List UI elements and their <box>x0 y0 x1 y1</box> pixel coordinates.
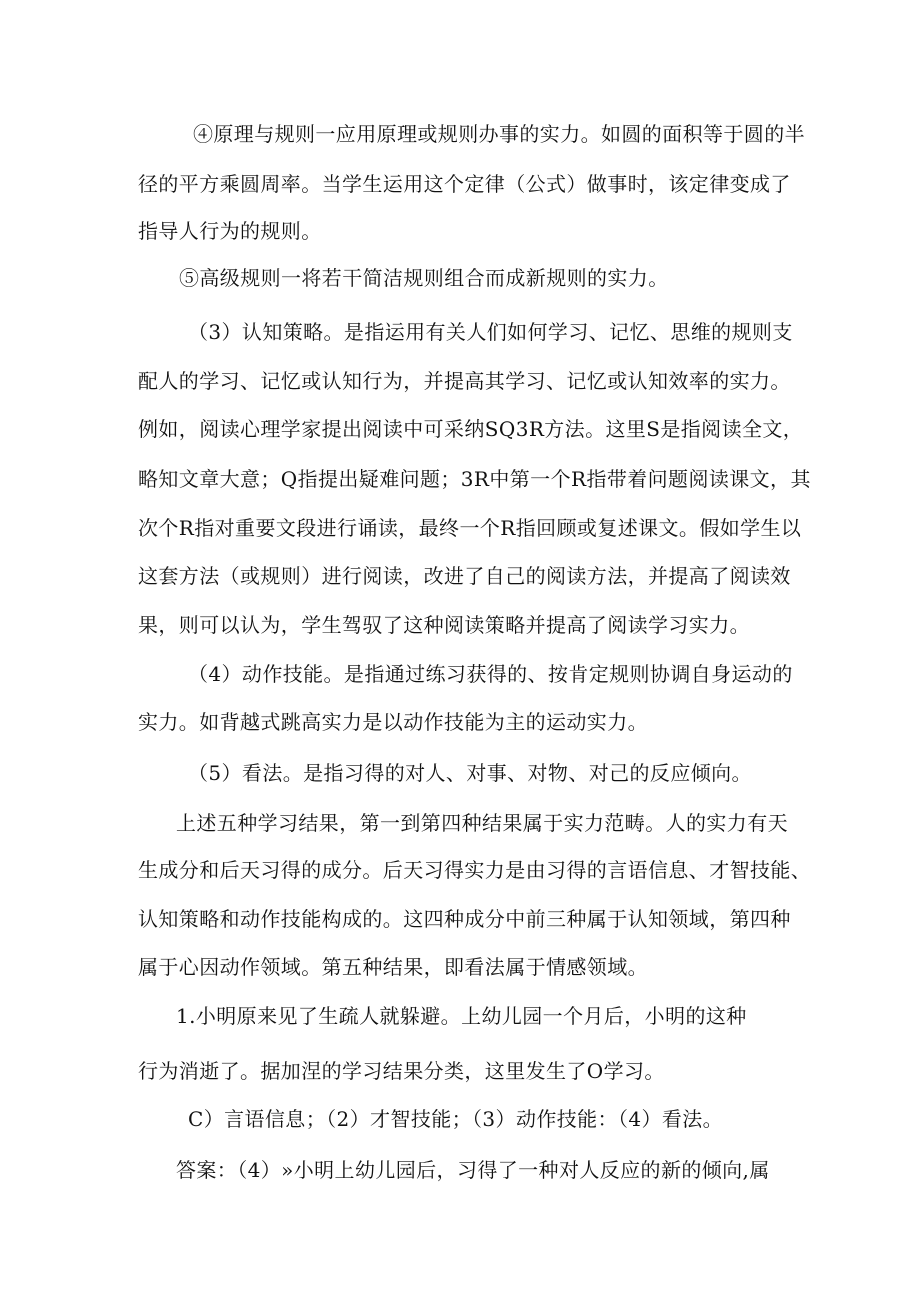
text-line-13: 实力。如背越式跳高实力是以动作技能为主的运动实力。 <box>138 710 648 734</box>
text-line-3: 指导人行为的规则。 <box>138 219 322 243</box>
text-line-10: 这套方法（或规则）进行阅读，改进了自己的阅读方法，并提高了阅读效 <box>138 564 791 588</box>
text-line-6: 配人的学习、记忆或认知行为，并提高其学习、记忆或认知效率的实力。 <box>138 369 791 393</box>
text-line-17: 认知策略和动作技能构成的。这四种成分中前三种属于认知领域，第四种 <box>138 907 791 931</box>
text-line-9: 次个R指对重要文段进行诵读，最终一个R指回顾或复述课文。假如学生以 <box>138 516 802 540</box>
text-line-1: ④原理与规则一应用原理或规则办事的实力。如圆的面积等于圆的半 <box>193 122 805 146</box>
text-line-21: C）言语信息；（2）才智技能；（3）动作技能：（4）看法。 <box>188 1107 724 1131</box>
text-line-5: （3）认知策略。是指运用有关人们如何学习、记忆、思维的规则支 <box>188 320 793 344</box>
text-line-22: 答案：（4）»小明上幼儿园后，习得了一种对人反应的新的倾向,属 <box>176 1158 770 1182</box>
text-line-16: 生成分和后天习得的成分。后天习得实力是由习得的言语信息、才智技能、 <box>138 858 812 882</box>
text-line-8: 略知文章大意；Q指提出疑难问题；3R中第一个R指带着问题阅读课文，其 <box>138 467 811 491</box>
text-line-11: 果，则可以认为，学生驾驭了这种阅读策略并提高了阅读学习实力。 <box>138 613 750 637</box>
text-line-18: 属于心因动作领域。第五种结果，即看法属于情感领域。 <box>138 955 648 979</box>
text-line-4: ⑤高级规则一将若干简洁规则组合而成新规则的实力。 <box>179 266 669 290</box>
text-line-2: 径的平方乘圆周率。当学生运用这个定律（公式）做事时，该定律变成了 <box>138 172 791 196</box>
text-line-7: 例如，阅读心理学家提出阅读中可采纳SQ3R方法。这里S是指阅读全文， <box>138 417 804 441</box>
text-line-19: 1.小明原来见了生疏人就躲避。上幼儿园一个月后，小明的这种 <box>176 1004 747 1028</box>
text-line-14: （5）看法。是指习得的对人、对事、对物、对己的反应倾向。 <box>188 761 752 785</box>
text-line-15: 上述五种学习结果，第一到第四种结果属于实力范畴。人的实力有天 <box>176 811 788 835</box>
text-line-20: 行为消逝了。据加涅的学习结果分类，这里发生了O学习。 <box>138 1059 665 1083</box>
text-line-12: （4）动作技能。是指通过练习获得的、按肯定规则协调自身运动的 <box>188 662 793 686</box>
